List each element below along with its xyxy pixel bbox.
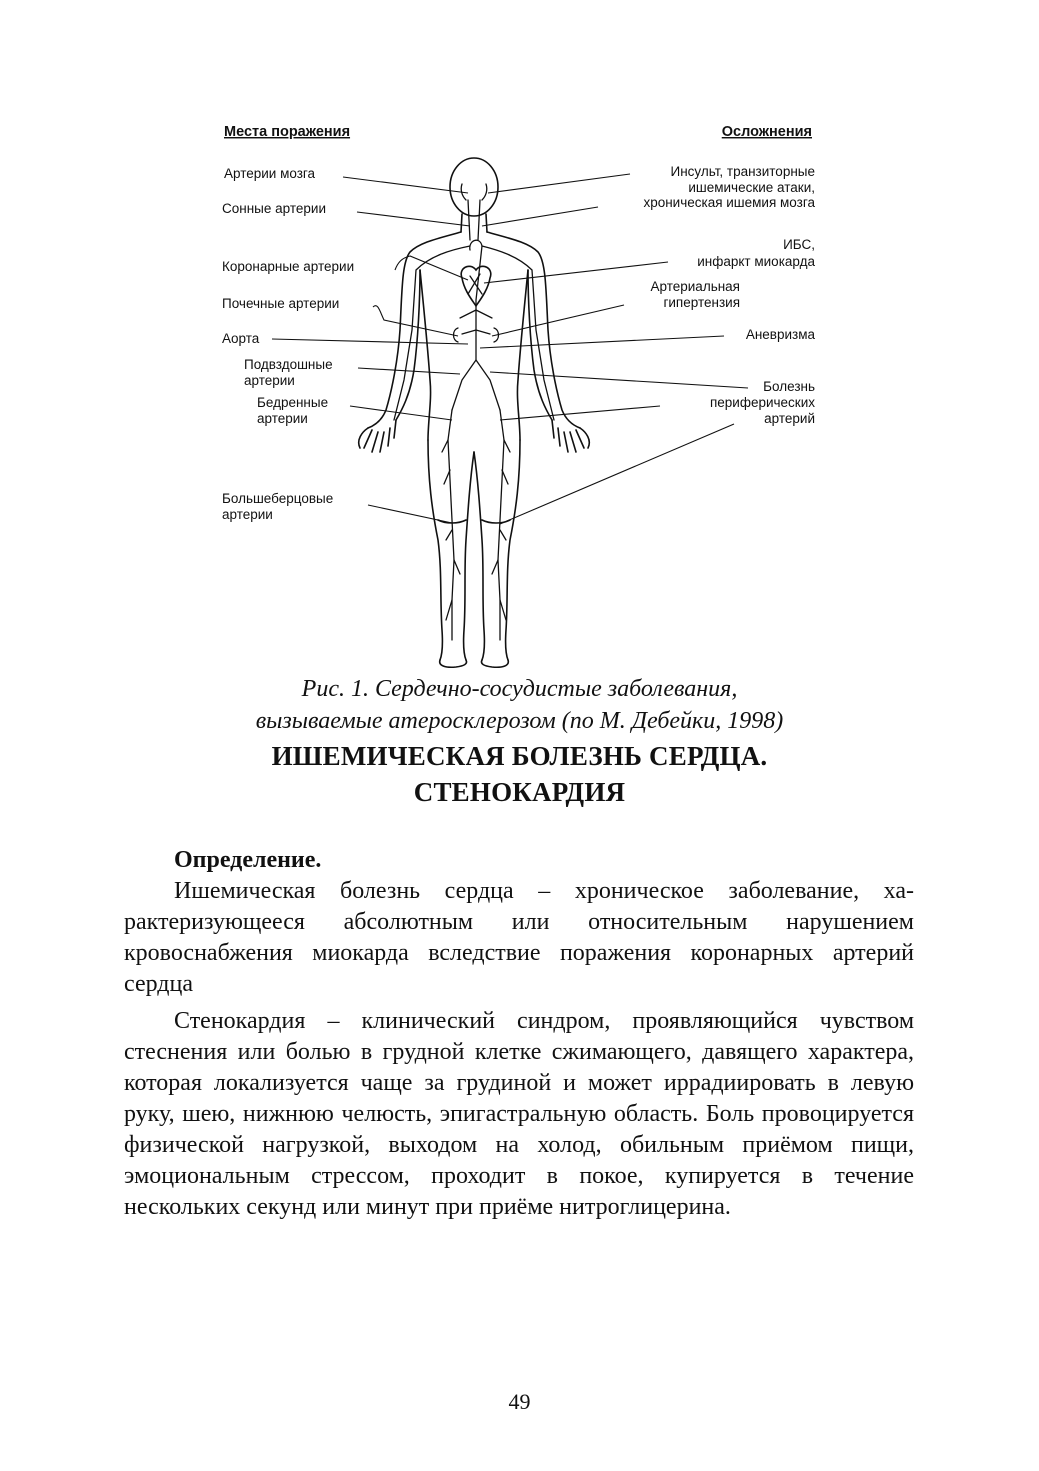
label-renal-arteries: Почечные артерии	[222, 296, 340, 311]
label-ihd-1: ИБС,	[783, 237, 815, 252]
left-header: Места поражения	[224, 124, 351, 140]
label-iliac-2: артерии	[244, 373, 295, 388]
label-stroke-1: Инсульт, транзиторные	[670, 164, 815, 179]
label-carotid-arteries: Сонные артерии	[222, 201, 326, 216]
label-iliac-1: Подвздошные	[244, 357, 333, 372]
label-brain-arteries: Артерии мозга	[224, 166, 316, 181]
label-aorta: Аорта	[222, 331, 260, 346]
label-femoral-2: артерии	[257, 411, 308, 426]
body-outline	[359, 158, 590, 667]
figure-caption-line2: вызываемые атеросклерозом (по М. Дебейки, 1998)	[255, 708, 784, 734]
label-stroke-2: ишемические атаки,	[688, 180, 815, 195]
section-heading-line2: СТЕНОКАРДИЯ	[413, 777, 626, 807]
label-ihd-2: инфаркт миокарда	[697, 254, 815, 269]
label-pad-3: артерий	[764, 411, 815, 426]
right-header: Осложнения	[721, 124, 812, 140]
label-pad-2: периферических	[709, 395, 815, 410]
label-hypertension-2: гипертензия	[663, 295, 740, 310]
label-pad-1: Болезнь	[763, 379, 815, 394]
paragraph-angina-definition: Стенокардия – клинический синдром, проявляющийся чувством стеснения или болью в грудной клетке сжимающего, давящего характера, которая локализуется чаще за грудиной и может иррадиировать в левую руку, шею, нижнюю челюсть, эпигастральную область. Боль провоцируется физической нагрузкой, выходом на холод, обильным приёмом пищи, эмоциональным стрессом, проходит в покое, купируется в течение нескольких секунд или минут при приёме нитроглицерина.	[124, 1008, 914, 1220]
label-coronary-arteries: Коронарные артерии	[222, 259, 355, 274]
page-number: 49	[508, 1389, 531, 1414]
label-femoral-1: Бедренные	[257, 395, 329, 410]
label-aneurysm: Аневризма	[745, 327, 815, 342]
atherosclerosis-figure	[0, 0, 1039, 680]
label-stroke-3: хроническая ишемия мозга	[643, 195, 815, 210]
section-heading-line1: ИШЕМИЧЕСКАЯ БОЛЕЗНЬ СЕРДЦА.	[271, 741, 768, 771]
paragraph-ihd-definition: Ишемическая болезнь сердца – хроническое заболевание, характеризующееся абсолютным или относительным нарушением кровоснабжения миокарда вследствие поражения коронарных артерий сердца	[124, 878, 914, 997]
label-tibial-1: Большеберцовые	[222, 491, 334, 506]
label-tibial-2: артерии	[222, 507, 273, 522]
leader-lines	[272, 174, 748, 524]
definition-label: Определение.	[174, 847, 322, 873]
arterial-system	[394, 184, 554, 640]
figure-caption-line1: Рис. 1. Сердечно-сосудистые заболевания,	[301, 676, 738, 702]
label-hypertension-1: Артериальная	[650, 279, 740, 294]
